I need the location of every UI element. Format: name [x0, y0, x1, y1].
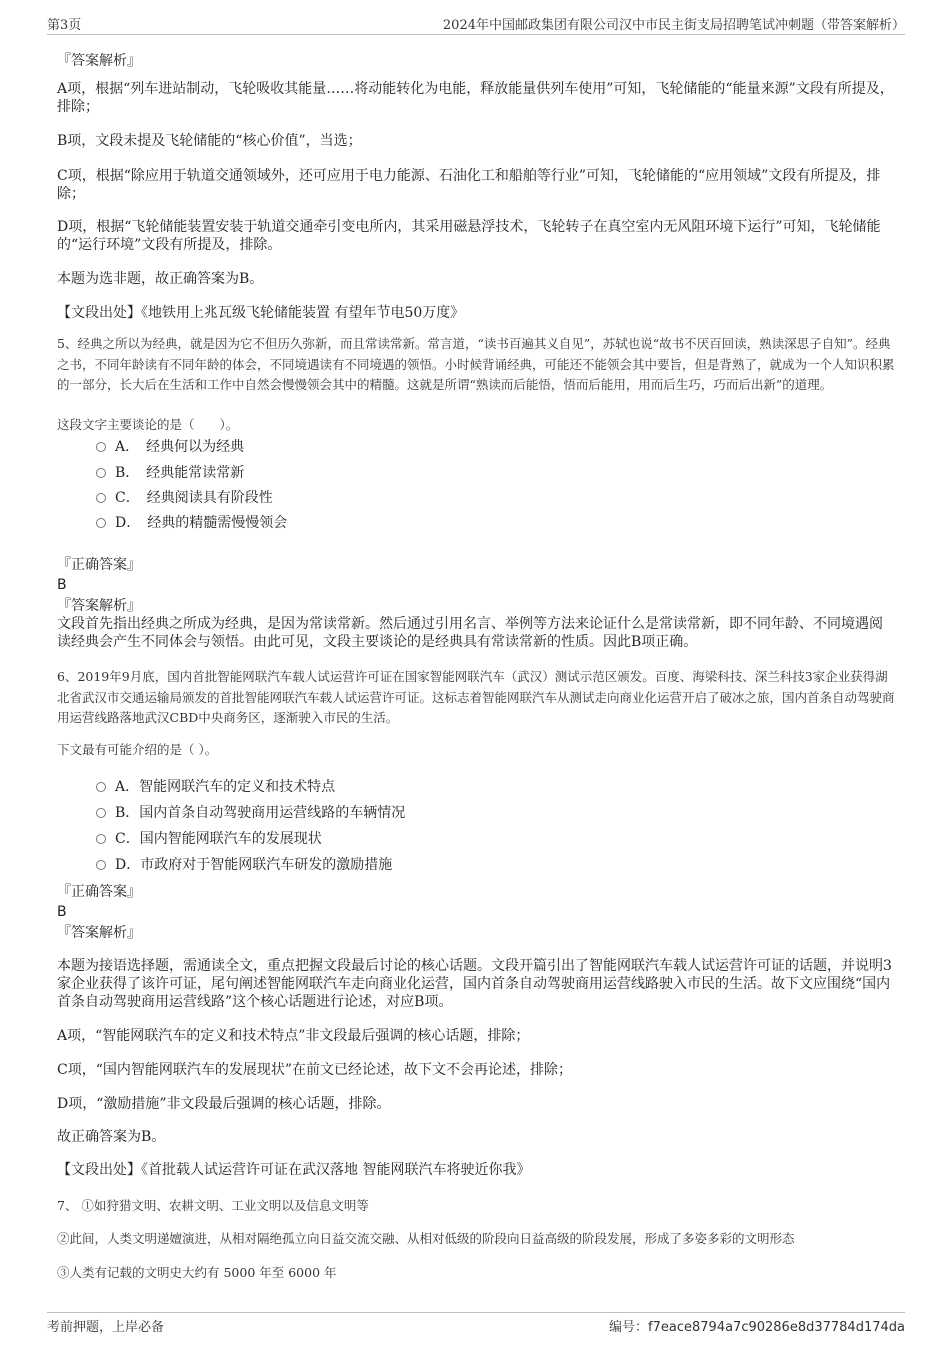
q6-option-b[interactable]: B．国内首条自动驾驶商用运营线路的车辆情况 [96, 804, 405, 822]
q6-question: 下文最有可能介绍的是（ ）。 [57, 742, 218, 757]
page-footer [47, 1312, 905, 1337]
q4-source: 【文段出处】《地铁用上兆瓦级飞轮储能装置 有望年节电50万度》 [57, 305, 465, 321]
radio-icon[interactable] [96, 834, 106, 844]
document-title: 2024年中国邮政集团有限公司汉中市民主街支局招聘笔试冲刺题（带答案解析） [442, 18, 905, 33]
radio-icon[interactable] [96, 442, 106, 452]
q5-option-d[interactable]: D． 经典的精髓需慢慢领会 [96, 514, 287, 532]
footer-id [609, 1316, 905, 1335]
q6-analysis-d: D项，“激励措施”非文段最后强调的核心话题，排除。 [57, 1096, 391, 1112]
radio-icon[interactable] [96, 493, 106, 503]
q6-analysis-a: A项，“智能网联汽车的定义和技术特点”非文段最后强调的核心话题，排除； [57, 1028, 530, 1044]
q6-option-d[interactable]: D．市政府对于智能网联汽车研发的激励措施 [96, 856, 392, 874]
q6-correct-label: 『正确答案』 [57, 884, 141, 900]
q4-analysis-b: B项，文段未提及飞轮储能的“核心价值”，当选； [57, 133, 362, 149]
q6-analysis-label: 『答案解析』 [57, 925, 141, 941]
q5-option-c[interactable]: C． 经典阅读具有阶段性 [96, 489, 273, 507]
q6-analysis-c: C项，“国内智能网联汽车的发展现状”在前文已经论述，故下文不会再论述，排除； [57, 1062, 573, 1078]
q4-analysis-d: D项，根据“飞轮储能装置安装于轨道交通牵引变电所内，其采用磁悬浮技术，飞轮转子在真空室内无风阻环境下运行”可知，飞轮储能的“运行环境”文段有所提及，排除。 [57, 219, 881, 253]
q7-sentence-3: ③人类有记载的文明史大约有 5000 年至 6000 年 [57, 1265, 337, 1280]
q4-analysis-c: C项，根据“除应用于轨道交通领域外，还可应用于电力能源、石油化工和船舶等行业”可知，飞轮储能的“应用领域”文段有所提及，排除； [57, 168, 881, 202]
q6-correct-answer: B [57, 904, 67, 920]
q5-option-a[interactable]: A． 经典何以为经典 [96, 438, 244, 456]
q4-analysis-a: A项，根据“列车进站制动，飞轮吸收其能量……将动能转化为电能，释放能量供列车使用”可知，飞轮储能的“能量来源”文段有所提及，排除； [57, 81, 894, 115]
q5-option-b[interactable]: B． 经典能常读常新 [96, 464, 244, 482]
q6-conclusion: 故正确答案为B。 [57, 1129, 166, 1145]
q6-analysis: 本题为接语选择题，需通读全文，重点把握文段最后讨论的核心话题。文段开篇引出了智能网联汽车载人试运营许可证的话题，并说明3家企业获得了该许可证，尾句阐述智能网联汽车走向商业化运营，国内首条自动驾驶商用运营线路驶入市民的生活。故下文应围绕“国内首条自动驾驶商用运营线路”这个核心话题进行论述，对应B项。 [57, 958, 892, 1010]
page-number: 第3页 [47, 18, 82, 33]
radio-icon[interactable] [96, 808, 106, 818]
radio-icon[interactable] [96, 860, 106, 870]
q6-option-c[interactable]: C．国内智能网联汽车的发展现状 [96, 830, 322, 848]
footer-id-code: f7eace8794a7c90286e8d37784d174da [648, 1320, 905, 1335]
q6-source: 【文段出处】《首批载人试运营许可证在武汉落地 智能网联汽车将驶近你我》 [57, 1162, 531, 1178]
q5-correct-answer: B [57, 577, 67, 593]
radio-icon[interactable] [96, 518, 106, 528]
radio-icon[interactable] [96, 468, 106, 478]
q5-analysis-label: 『答案解析』 [57, 598, 141, 614]
page-header [47, 12, 905, 35]
footer-id-label: 编号： [609, 1320, 649, 1335]
footer-slogan: 考前押题，上岸必备 [47, 1320, 165, 1335]
q4-analysis-label: 『答案解析』 [57, 53, 141, 69]
q5-stem: 5、经典之所以为经典，就是因为它不但历久弥新，而且常读常新。常言道，“读书百遍其义自见”，苏轼也说“故书不厌百回读，熟读深思子自知”。经典之书，不同年龄读有不同年龄的体会，不同境遇读有不同境遇的领悟。小时候背诵经典，可能还不能领会其中要旨，但是背熟了，就成为一个人知识积累的一部分，长大后在生活和工作中自然会慢慢领会其中的精髓。这就是所谓“熟读而后能悟，悟而后能用，用而后生巧，巧而后出新”的道理。 [57, 336, 895, 392]
radio-icon[interactable] [96, 782, 106, 792]
q5-question: 这段文字主要谈论的是（ ）。 [57, 417, 239, 432]
q6-option-a[interactable]: A．智能网联汽车的定义和技术特点 [96, 778, 335, 796]
q5-analysis: 文段首先指出经典之所成为经典，是因为常读常新。然后通过引用名言、举例等方法来论证什么是常读常新，即不同年龄、不同境遇阅读经典会产生不同体会与领悟。由此可见，文段主要谈论的是经典具有常读常新的性质。因此B项正确。 [57, 616, 883, 650]
q7-sentence-2: ②此间，人类文明递嬗演进，从相对隔绝孤立向日益交流交融、从相对低级的阶段向日益高级的阶段发展，形成了多姿多彩的文明形态 [57, 1231, 795, 1246]
q4-conclusion: 本题为选非题，故正确答案为B。 [57, 271, 264, 287]
q7-sentence-1: 7、 ①如狩猎文明、农耕文明、工业文明以及信息文明等 [57, 1198, 369, 1213]
q6-stem: 6、2019年9月底，国内首批智能网联汽车载人试运营许可证在国家智能网联汽车（武汉）测试示范区颁发。百度、海梁科技、深兰科技3家企业获得湖北省武汉市交通运输局颁发的首批智能网联汽车载人试运营许可证。这标志着智能网联汽车从测试走向商业化运营开启了破冰之旅，国内首条自动驾驶商用运营线路落地武汉CBD中央商务区，逐渐驶入市民的生活。 [57, 669, 895, 725]
q5-correct-label: 『正确答案』 [57, 557, 141, 573]
